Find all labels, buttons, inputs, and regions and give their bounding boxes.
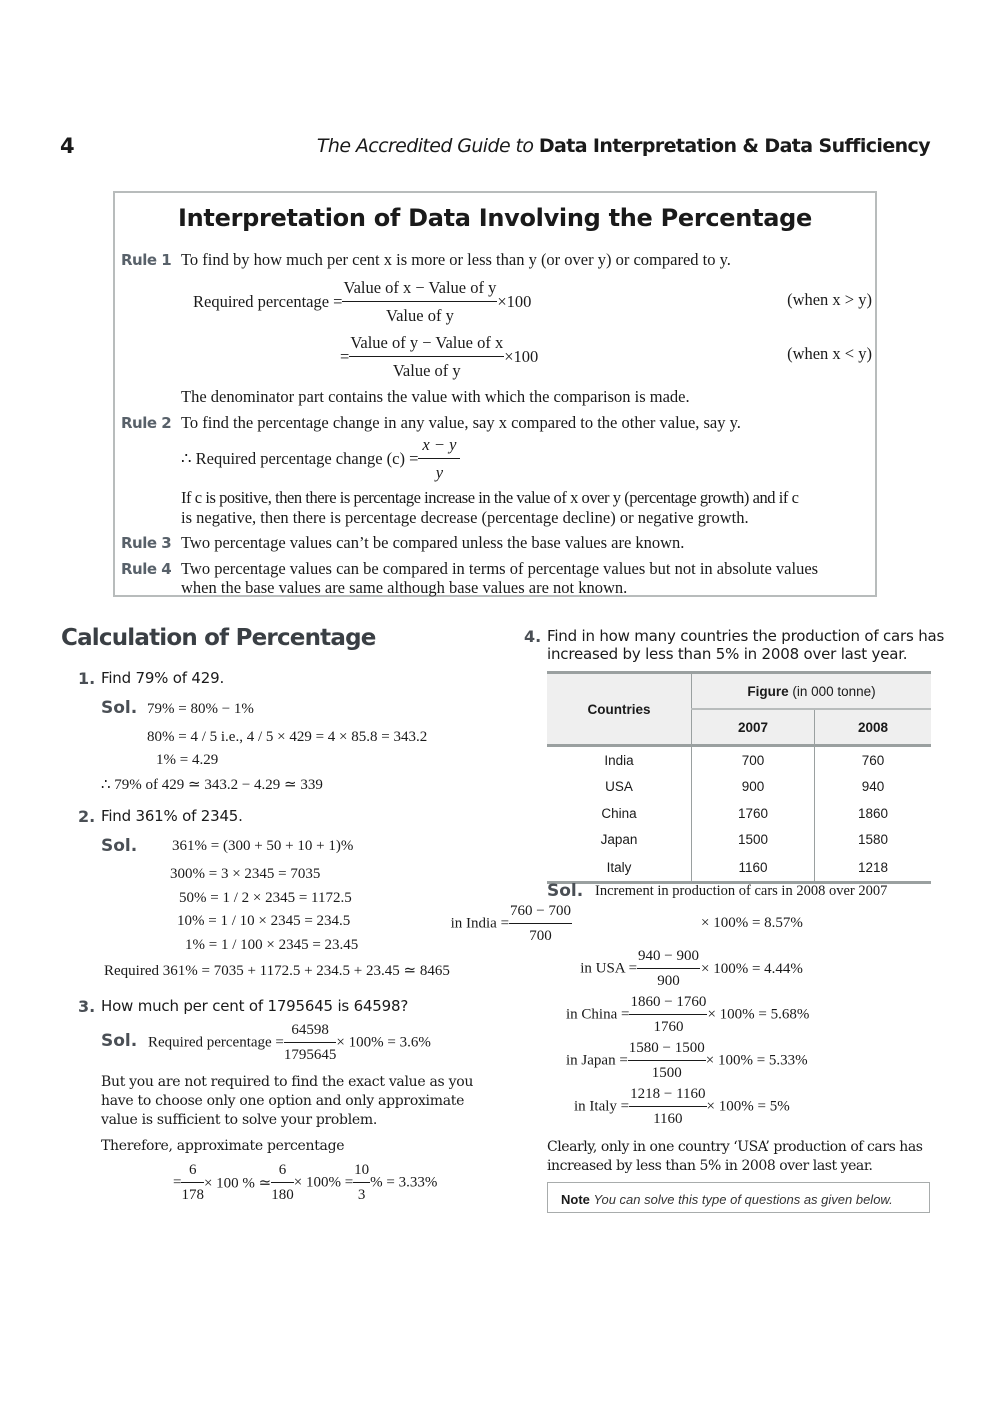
fraction: $\frac{\text{Value of x − Value of y}}{\text{Value of y}}$: [343, 278, 497, 325]
rule-4-tag: Rule 4: [121, 560, 172, 578]
fraction: $\frac{6}{178}$: [181, 1162, 204, 1203]
rule-1-formula-2: = $\frac{\text{Value of y − Value of x}}{\text{Value of y}}$ ×100: [340, 333, 539, 380]
q1-line-3: 1% = 4.29: [156, 752, 219, 768]
header-figure: Figure (in 000 tonne): [692, 673, 932, 710]
q3-paragraph: But you are not required to find the exact value as you have to choose only one option and only approximate value is sufficient to solve your problem.: [101, 1074, 474, 1128]
q1-line-1: 79% = 80% − 1%: [147, 701, 254, 717]
book-title-bold: Data Interpretation & Data Sufficiency: [538, 135, 930, 157]
book-title-italic: The Accredited Guide to: [316, 135, 534, 157]
q2-sol-label: Sol.: [101, 836, 138, 856]
q2-line-3: 50% = 1 / 2 × 2345 = 1172.5: [179, 890, 352, 906]
q2-line-5: 1% = 1 / 100 × 2345 = 23.45: [185, 937, 359, 953]
q4-calc-usa-result: × 100% = 4.44%: [701, 961, 803, 977]
q4-calc-china: in China = $\frac{1860 - 1760}{1760}$ × 100% = 5.68%: [566, 994, 810, 1035]
q3-therefore: Therefore, approximate percentage: [101, 1138, 345, 1154]
note-text: You can solve this type of questions as given below.: [593, 1192, 893, 1207]
rule-2-note-line-2: is negative, then there is percentage decrease (percentage decline) or negative growth.: [181, 508, 749, 527]
fraction: $\frac{10}{3}$: [354, 1162, 370, 1203]
q4-conclusion: Clearly, only in one country ‘USA’ production of cars has increased by less than 5% in 2008 over last year.: [547, 1139, 923, 1174]
rule-1-condition-1: (when x > y): [787, 290, 872, 309]
question-4-text: Find in how many countries the production of cars has increased by less than 5% in 2008 over last year.: [547, 627, 945, 663]
rule-2-note-line-1: If c is positive, then there is percentage increase in the value of x over y (percentage growth) and if c: [181, 488, 799, 507]
fraction: $\frac{760 - 700}{700}$: [510, 903, 571, 944]
question-2-number: 2.: [78, 807, 96, 826]
table-row: China 1760 1860: [547, 800, 931, 827]
question-3-number: 3.: [78, 997, 96, 1016]
rule-2-formula: ∴ Required percentage change (c) = $\frac{x - y}{y}$: [181, 435, 460, 483]
header-year-2007: 2007: [692, 709, 815, 746]
table-row: India 700 760: [547, 746, 931, 774]
rule-1-tag: Rule 1: [121, 251, 172, 269]
rule-1-formula-1: Required percentage = $\frac{\text{Value of x − Value of y}}{\text{Value of y}}$ ×100: [193, 278, 532, 325]
q1-line-4: ∴ 79% of 429 ≃ 343.2 − 4.29 ≃ 339: [101, 777, 323, 793]
rule-1-note: The denominator part contains the value with which the comparison is made.: [181, 387, 690, 406]
page-number: 4: [60, 134, 75, 158]
fraction: $\frac{1218 - 1160}{1160}$: [630, 1086, 706, 1127]
q1-line-2: 80% = 4 / 5 i.e., 4 / 5 × 429 = 4 × 85.8 = 343.2: [147, 729, 428, 745]
q4-calc-india: in India = $\frac{760 - 700}{700}$: [450, 903, 571, 944]
header-countries: Countries: [547, 673, 692, 746]
q2-line-2: 300% = 3 × 2345 = 7035: [170, 866, 321, 882]
rule-1-condition-2: (when x < y): [787, 344, 872, 363]
rule-4-text-line-2: when the base values are same although base values are not known.: [181, 578, 628, 597]
fraction: $\frac{1860 - 1760}{1760}$: [630, 994, 707, 1035]
q3-approximation: = $\frac{6}{178}$ × 100 % ≃ $\frac{6}{180}$ × 100% = $\frac{10}{3}$ % = 3.33%: [173, 1162, 438, 1203]
table-row: Japan 1500 1580: [547, 827, 931, 854]
rule-3-text: Two percentage values can’t be compared unless the base values are known.: [181, 533, 685, 552]
note-label: Note: [561, 1192, 590, 1207]
q3-sol-label: Sol.: [101, 1031, 138, 1051]
q1-sol-label: Sol.: [101, 698, 138, 718]
car-production-table: [547, 671, 931, 884]
fraction: $\frac{6}{180}$: [271, 1162, 294, 1203]
q4-sol-label: Sol.: [547, 881, 584, 901]
question-1-number: 1.: [78, 669, 96, 688]
rules-box-title: Interpretation of Data Involving the Percentage: [178, 204, 812, 232]
q2-line-4: 10% = 1 / 10 × 2345 = 234.5: [177, 913, 351, 929]
fraction: $\frac{x - y}{y}$: [418, 435, 460, 483]
q4-calc-usa: in USA = $\frac{940 - 900}{900}$: [580, 948, 699, 989]
rule-1-text: To find by how much per cent x is more or less than y (or over y) or compared to y.: [181, 250, 731, 269]
q2-line-1: 361% = (300 + 50 + 10 + 1)%: [172, 838, 354, 854]
fraction: $\frac{\text{Value of y − Value of x}}{\text{Value of y}}$: [350, 333, 504, 380]
running-header: [317, 135, 930, 157]
table-row: Italy 1160 1218: [547, 853, 931, 883]
question-1-text: Find 79% of 429.: [101, 669, 225, 687]
q2-line-6: Required 361% = 7035 + 1172.5 + 234.5 + 23.45 ≃ 8465: [104, 963, 450, 979]
header-year-2008: 2008: [815, 709, 932, 746]
rule-3-tag: Rule 3: [121, 534, 172, 552]
fraction: $\frac{64598}{1795645}$: [283, 1022, 337, 1063]
question-3-text: How much per cent of 1795645 is 64598?: [101, 997, 409, 1015]
table-row: USA 900 940: [547, 774, 931, 801]
q4-calc-italy: in Italy = $\frac{1218 - 1160}{1160}$ × 100% = 5%: [574, 1086, 790, 1127]
question-4-number: 4.: [524, 627, 542, 646]
q4-calc-japan: in Japan = $\frac{1580 - 1500}{1500}$ × 100% = 5.33%: [566, 1040, 808, 1081]
rule-2-tag: Rule 2: [121, 414, 172, 432]
q4-calc-india-result: × 100% = 8.57%: [701, 915, 803, 931]
question-2-text: Find 361% of 2345.: [101, 807, 243, 825]
q3-formula: Required percentage = $\frac{64598}{1795645}$ × 100% = 3.6%: [148, 1022, 431, 1063]
fraction: $\frac{1580 - 1500}{1500}$: [628, 1040, 705, 1081]
q4-sol-intro: Increment in production of cars in 2008 over 2007: [595, 883, 888, 899]
rule-2-text: To find the percentage change in any value, say x compared to the other value, say y.: [181, 413, 741, 432]
note-box: [547, 1182, 930, 1213]
fraction: $\frac{940 - 900}{900}$: [638, 948, 699, 989]
section-heading: Calculation of Percentage: [61, 625, 376, 651]
rule-4-text-line-1: Two percentage values can be compared in terms of percentage values but not in absolute values: [181, 559, 819, 578]
